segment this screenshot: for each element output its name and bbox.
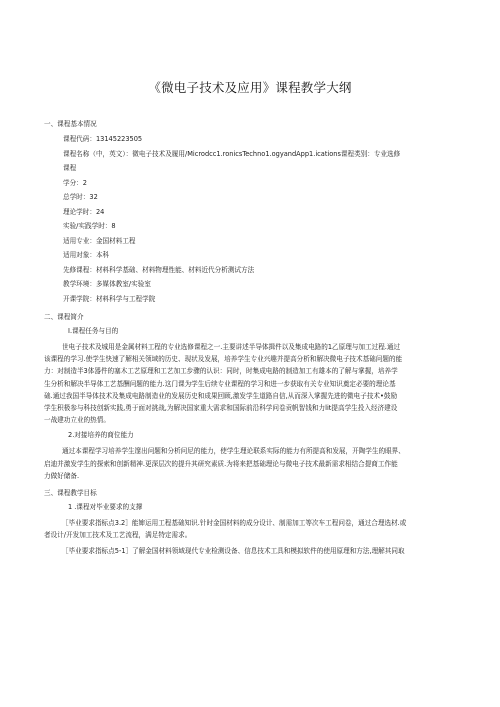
paragraph-line: ［毕业要求指标点5-1］了解金国材料领域现代专业检测设备、信息技术工具和模拟软件的使用原理和方法,理解其同取 — [62, 547, 405, 556]
basic-info-list — [44, 132, 466, 306]
paragraph-line: 力：对制造半3体器件的塞木工艺原理和工艺加工步骤的认识：同时，时集成电路的制造加工有雄本的了解与掌握，培养学 — [44, 367, 398, 376]
subsection-heading: I.课程任务与目的 — [68, 327, 119, 335]
teaching-environment: 教学环境：多媒体教室/实验室 — [63, 280, 151, 288]
requirement-item — [44, 517, 466, 541]
paragraph-line: 力做好储备. — [44, 471, 80, 480]
paragraph-line: 生分析和解决半导体工艺基酬问题的能力.这门课为学生后续专业课程的学习和进一步获取有关专业知识奠定必要的理论基 — [44, 379, 396, 388]
document-body — [44, 120, 466, 558]
section-heading: 三、课程教学目标 — [44, 489, 97, 498]
document-title: 《微电子技术及应用》课程教学大纲 — [148, 80, 352, 95]
paragraph-line: 该课程的学习.使学生快速了解相关领域的历史、现状及发展，培养学生专业兴趣并提高分析和解决微电子技术基础问题的能 — [44, 355, 403, 364]
paragraph — [44, 445, 466, 482]
subsection-heading: 1 .课程对毕业要求的支撑 — [68, 503, 143, 512]
total-hours: 总学时：32 — [63, 193, 98, 201]
paragraph-line: 世电子技术及城用是金属材料工程的专业选修课程之一.主要讲述半导体揖件以及集成电路的1乙原理与加工过程.通过 — [62, 343, 401, 351]
paragraph-line: ［毕业要求指标点3.2］能婶运用工程基础知识.针时金国材料的成分设计、制需加工等次车工程问卷，通过合理选材.或 — [62, 519, 407, 528]
applicable-major: 适用专业：金国材料工程 — [63, 236, 136, 245]
paragraph-line: 通过本课程学习培养学生邃出问题和分析问尼的能力，使学生理论联系实际的能力有所提高和发展，开陶学生的眼界、 — [62, 447, 405, 456]
course-name: 课程名称（中，英文）：微电子技术及履用/Microdcc1.ronicsTechno1.ogyandApp1.ications课程类别：专业选修 — [63, 149, 401, 158]
section-heading: 二、课程简介 — [44, 313, 84, 321]
paragraph-line: 学生积极参与科技创新实践,勇于面对挑战,为解决国家重大需求和国际前沿科学问卷贡帆智钱和力lit提高学生投入经济建设 — [44, 404, 398, 413]
paragraph-line: 一战建功立业的热情。 — [44, 416, 110, 425]
offering-college: 开课学院：材料科学与工程学院 — [63, 294, 156, 303]
theory-hours: 理论学时：24 — [63, 207, 105, 216]
credits: 学分：2 — [63, 178, 87, 187]
course-code: 课程代码：13145223505 — [63, 135, 143, 143]
paragraph-line: 础.通过我国半导体技术及集成电路制造业的发展历史和成果回顾,激发学生道路自信,从而深入掌握先进的微电子技术•鼓励 — [44, 391, 398, 400]
lab-hours: 实验/实践学时：8 — [63, 222, 116, 230]
paragraph-line: 者设计/开发加工技术及工艺流程，满足特定需求。 — [44, 531, 192, 540]
paragraph — [44, 341, 466, 426]
section-heading: 一、课程基本情况 — [44, 120, 97, 128]
subsection-heading: 2.对接培养的商位能力 — [68, 431, 134, 440]
paragraph-line: 启迪并激发学生的探索和创新精神.更深层次的提升其研究素质.为将来把基础理论与微电子技术最新需求相结合提商工作能 — [44, 459, 398, 468]
requirement-item — [44, 545, 466, 557]
target-students: 适用对象：本科 — [63, 251, 110, 259]
course-category-cont: 课程 — [63, 164, 77, 172]
prerequisites: 先修课程：材料科学基础、材料物理性能、材料近代分析测试方法 — [63, 265, 255, 274]
